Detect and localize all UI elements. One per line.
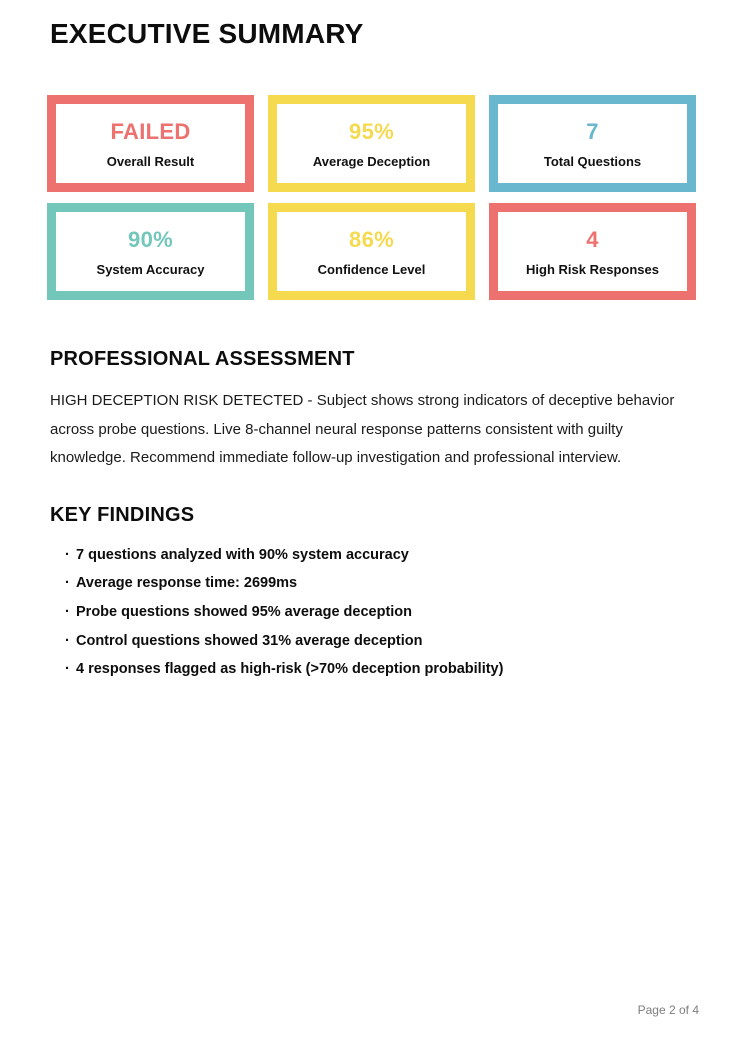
stat-label: Overall Result	[106, 153, 195, 169]
finding-item: · Probe questions showed 95% average deception	[50, 598, 696, 627]
stat-card-system-accuracy	[47, 203, 254, 300]
stat-card-average-deception	[268, 95, 475, 192]
findings-list	[50, 541, 696, 685]
stat-value: 95%	[349, 118, 394, 144]
stat-card-total-questions	[489, 95, 696, 192]
finding-item: · Average response time: 2699ms	[50, 569, 696, 598]
stat-label: High Risk Responses	[526, 261, 659, 277]
findings-heading: KEY FINDINGS	[50, 503, 195, 526]
page-title: EXECUTIVE SUMMARY	[50, 18, 364, 49]
stat-value: 86%	[349, 226, 394, 252]
stat-card-confidence-level	[268, 203, 475, 300]
finding-item: · 4 responses flagged as high-risk (>70% deception probability)	[50, 655, 696, 684]
stat-label: Average Deception	[312, 153, 431, 169]
summary-cards-grid	[47, 95, 696, 300]
stat-value: 4	[586, 226, 599, 252]
findings-section	[47, 504, 696, 685]
stat-card-overall-result	[47, 95, 254, 192]
stat-value: 7	[586, 118, 599, 144]
assessment-section	[47, 348, 696, 473]
finding-item: · Control questions showed 31% average deception	[50, 627, 696, 656]
stat-label: Confidence Level	[317, 261, 426, 277]
stat-label: System Accuracy	[96, 261, 205, 277]
stat-value: 90%	[128, 226, 173, 252]
assessment-heading: PROFESSIONAL ASSESSMENT	[50, 348, 355, 370]
stat-card-high-risk-responses	[489, 203, 696, 300]
page-number: Page 2 of 4	[637, 1003, 699, 1017]
stat-label: Total Questions	[543, 153, 642, 169]
assessment-body: HIGH DECEPTION RISK DETECTED - Subject shows strong indicators of deceptive behavior across probe questions. Live 8-channel neural response patterns consistent with guilty knowledge. Recommend immediate follow-up investigation and professional interview.	[50, 392, 675, 466]
stat-value: FAILED	[110, 118, 191, 144]
finding-item: · 7 questions analyzed with 90% system accuracy	[50, 541, 696, 570]
